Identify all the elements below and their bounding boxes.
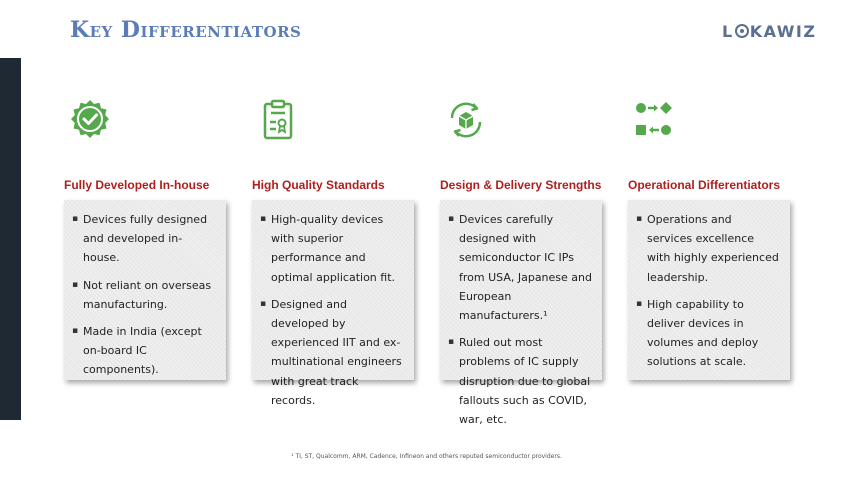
column-card (252, 200, 414, 407)
logo-o-icon (735, 24, 749, 38)
bullet-item: ▪ Not reliant on overseas manufacturing. (72, 276, 216, 314)
column-design-delivery (440, 98, 602, 427)
column-card (628, 200, 790, 380)
column-heading: Fully Developed In-house (64, 178, 210, 192)
bullet-item: ▪ Devices carefully designed with semiconductor IC IPs from USA, Japanese and European manufacturers.¹ (448, 210, 592, 325)
bullet-item: ▪ High capability to deliver devices in volumes and deploy solutions at scale. (636, 295, 780, 372)
column-card (440, 200, 602, 427)
column-heading: Design & Delivery Strengths (440, 178, 602, 192)
column-in-house (64, 98, 226, 377)
bullet-item: ▪ High-quality devices with superior performance and optimal application fit. (260, 210, 404, 287)
column-heading: High Quality Standards (252, 178, 385, 192)
column-card (64, 200, 226, 380)
logo-prefix: L (722, 21, 734, 41)
certificate-clipboard-icon (256, 98, 300, 142)
column-heading: Operational Differentiators (628, 178, 781, 192)
column-quality (252, 98, 414, 407)
company-logo (722, 21, 816, 41)
box-cycle-icon (444, 98, 488, 142)
bullet-item: ▪ Ruled out most problems of IC supply disruption due to global fallouts such as COVID, war, etc. (448, 333, 592, 429)
bullet-item: ▪ Made in India (except on-board IC components). (72, 322, 216, 380)
column-operational (628, 98, 790, 369)
logo-suffix: KAWIZ (749, 21, 817, 41)
bullet-item: ▪ Operations and services excellence with highly experienced leadership. (636, 210, 780, 287)
footnote: ¹ TI, ST, Qualcomm, ARM, Cadence, Infineon and others reputed semiconductor providers. (291, 453, 562, 460)
slide-title: Key Differentiators (70, 17, 302, 43)
bullet-item: ▪ Designed and developed by experienced IIT and ex-multinational engineers with great track records. (260, 295, 404, 410)
bullet-item: ▪ Devices fully designed and developed in-house. (72, 210, 216, 268)
verified-badge-icon (68, 98, 112, 142)
process-flow-icon (632, 98, 676, 142)
left-accent-bar (0, 58, 21, 420)
